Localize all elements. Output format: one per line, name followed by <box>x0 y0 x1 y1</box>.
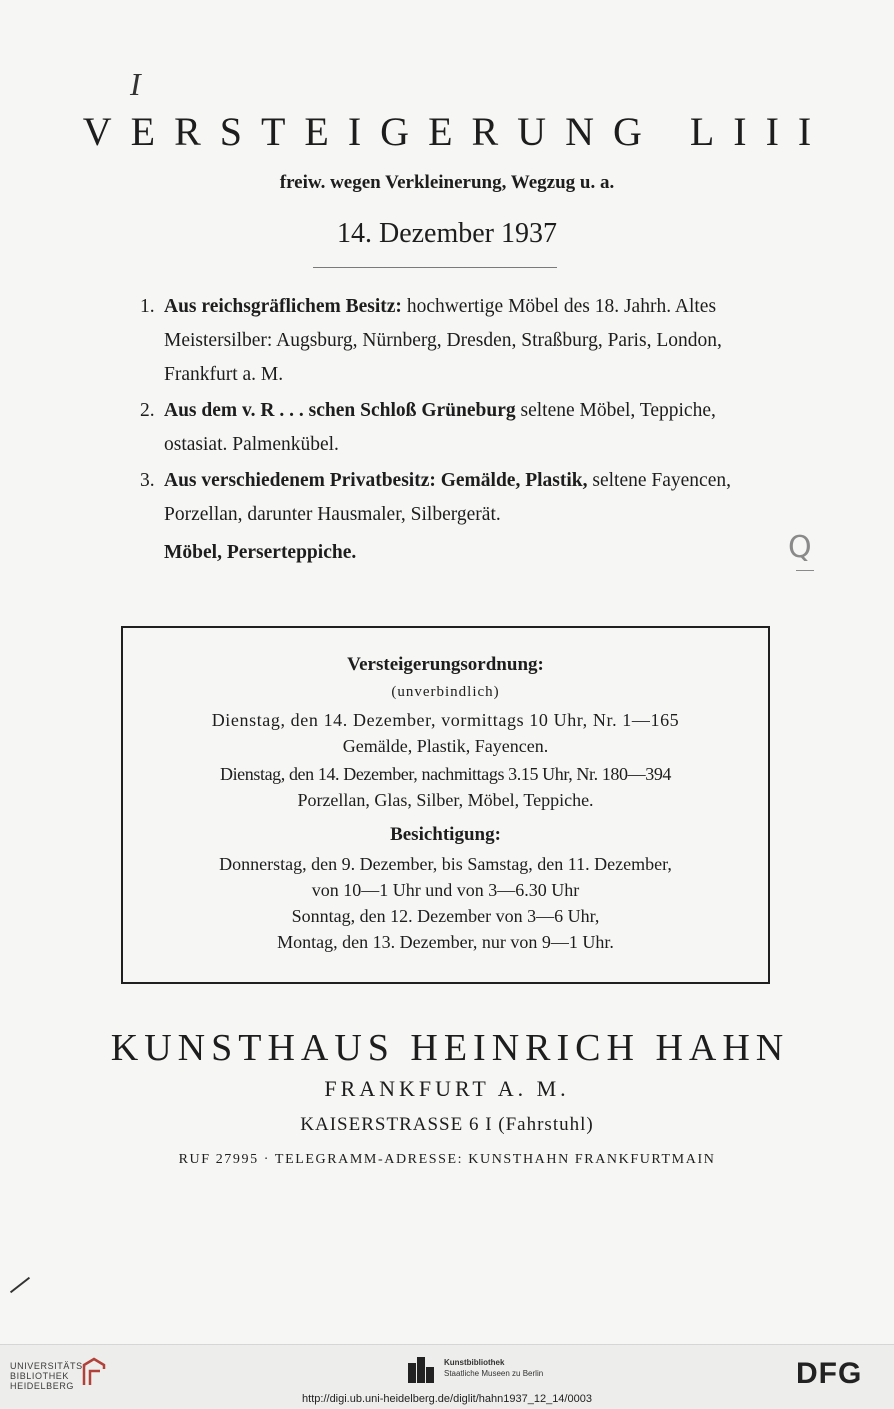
item-source: Aus reichsgräflichem Besitz: <box>164 296 402 317</box>
handwritten-mark-q: Q <box>788 530 812 565</box>
item-text: hochwertige Möbel des 18. Jahrh. Altes Meistersilber: Augsburg, Nürnberg, Dresden, Straßburg, Paris, London, Frankfurt a. M. <box>164 296 722 385</box>
consignment-list <box>140 290 780 570</box>
library-name: Kunstbibliothek <box>444 1358 505 1367</box>
item-number: 2. <box>140 400 155 421</box>
schedule-day2-items: Porzellan, Glas, Silber, Möbel, Teppiche. <box>297 790 594 810</box>
auction-title: VERSTEIGERUNG LIII <box>82 109 831 154</box>
item-text: seltene Fayencen, Porzellan, darunter Hausmaler, Silbergerät. <box>164 470 731 525</box>
viewing-line-4: Montag, den 13. Dezember, nur von 9—1 Uhr. <box>277 932 614 952</box>
viewing-heading: Besichtigung: <box>390 824 501 845</box>
viewing-line-3: Sonntag, den 12. Dezember von 3—6 Uhr, <box>291 906 600 926</box>
university-line: BIBLIOTHEK <box>10 1371 70 1381</box>
divider-rule <box>313 267 557 268</box>
firm-contact: RUF 27995 · TELEGRAMM-ADRESSE: KUNSTHAHN FRANKFURTMAIN <box>178 1152 716 1167</box>
permalink-url[interactable]: http://digi.ub.uni-heidelberg.de/diglit/hahn1937_12_14/0003 <box>302 1393 592 1405</box>
list-item <box>140 290 780 392</box>
university-line: HEIDELBERG <box>10 1381 75 1391</box>
university-emblem-icon <box>80 1355 108 1389</box>
firm-address: KAISERSTRASSE 6 I (Fahrstuhl) <box>300 1114 594 1135</box>
viewing-line-1: Donnerstag, den 9. Dezember, bis Samstag, den 11. Dezember, <box>219 854 672 874</box>
list-item-extra: Möbel, Perserteppiche. <box>164 542 357 563</box>
firm-name: KUNSTHAUS HEINRICH HAHN <box>110 1027 790 1069</box>
item-source: Aus dem v. R . . . schen Schloß Grüneburg <box>164 400 516 421</box>
schedule-day1: Dienstag, den 14. Dezember, vormittags 10 Uhr, Nr. 1—165 <box>211 710 680 730</box>
firm-city: FRANKFURT A. M. <box>324 1076 570 1101</box>
viewing-line-2: von 10—1 Uhr und von 3—6.30 Uhr <box>311 880 580 900</box>
kunstbibliothek-logo-icon <box>408 1357 434 1383</box>
university-library-logo[interactable] <box>10 1361 86 1391</box>
auction-date: 14. Dezember 1937 <box>336 218 558 249</box>
schedule-note: (unverbindlich) <box>391 684 500 700</box>
item-source: Aus verschiedenem Privatbesitz: Gemälde, Plastik, <box>164 470 588 491</box>
handwritten-stroke <box>10 1277 30 1293</box>
handwritten-underline <box>796 570 814 571</box>
auction-subtitle: freiw. wegen Verkleinerung, Wegzug u. a. <box>279 172 615 193</box>
schedule-day1-items: Gemälde, Plastik, Fayencen. <box>342 736 549 756</box>
dfg-logo[interactable]: DFG <box>796 1357 863 1390</box>
schedule-day2: Dienstag, den 14. Dezember, nachmittags 3.15 Uhr, Nr. 180—394 <box>219 764 672 784</box>
library-museum: Staatliche Museen zu Berlin <box>444 1369 544 1378</box>
item-number: 3. <box>140 470 155 491</box>
schedule-box <box>121 626 770 984</box>
item-number: 1. <box>140 296 155 317</box>
item-text: seltene Möbel, Teppiche, ostasiat. Palmenkübel. <box>164 400 716 455</box>
handwritten-mark-i: I <box>130 66 141 102</box>
list-item <box>140 394 780 462</box>
kunstbibliothek-text[interactable] <box>444 1357 543 1379</box>
viewer-footer <box>0 1344 894 1409</box>
schedule-heading: Versteigerungsordnung: <box>347 654 544 675</box>
university-line: UNIVERSITÄTS- <box>10 1361 87 1371</box>
list-item <box>140 464 780 532</box>
